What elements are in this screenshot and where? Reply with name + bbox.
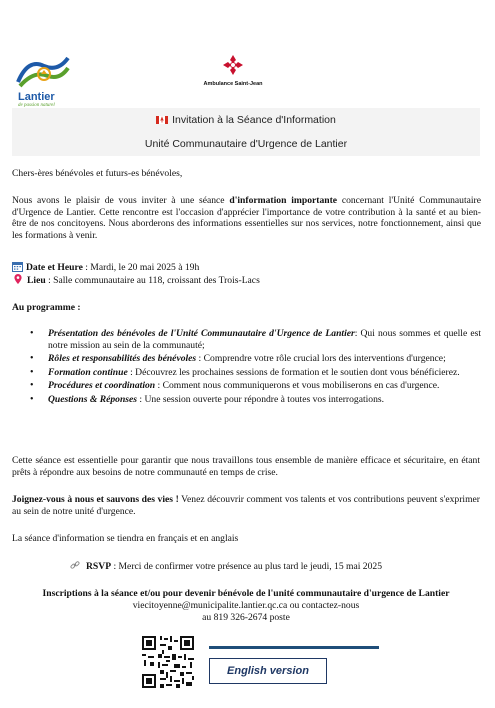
qr-code-icon[interactable] — [140, 634, 196, 690]
flag-icon — [156, 115, 168, 127]
intro-text-bold: d'information importante — [229, 195, 338, 206]
invitation-banner — [12, 108, 480, 156]
contact-heading: Inscriptions à la séance et/ou pour devenir bénévole de l'unité communautaire d'urgence de Lantier — [42, 588, 450, 599]
join-paragraph — [12, 494, 480, 517]
program-item-text: : Comprendre votre rôle crucial lors des interventions d'urgence; — [196, 353, 446, 365]
ambulance-logo-name: Ambulance Saint-Jean — [203, 81, 263, 87]
program-item-title: Présentation des bénévoles de l'Unité Communautaire d'Urgence de Lantier — [48, 328, 355, 339]
location-pin-icon — [14, 274, 22, 288]
program-item-title: Questions & Réponses — [48, 393, 138, 405]
join-bold: Joignez-vous à nous et sauvons des vies ! — [12, 494, 179, 505]
lantier-logo-tagline: de passion naturel — [18, 103, 55, 108]
program-item-text: : Découvrez les prochaines sessions de formation et le soutien dont vous bénéficierez. — [127, 366, 460, 378]
banner-subtitle: Unité Communautaire d'Urgence de Lantier — [144, 138, 348, 150]
program-item — [22, 380, 481, 392]
program-heading: Au programme : — [12, 302, 81, 313]
program-item-text: : Qui nous sommes et quelle est notre mission au sein de la communauté; — [48, 328, 481, 351]
place-value: : Salle communautaire au 118, croissant des Trois-Lacs — [45, 275, 260, 286]
button-accent-bar — [209, 646, 379, 649]
english-version-button[interactable]: English version — [209, 658, 327, 684]
lantier-logo — [14, 52, 72, 106]
program-item — [22, 394, 481, 406]
program-item-title: Rôles et responsabilités des bénévoles — [48, 353, 197, 365]
program-item-text: : Une session ouverte pour répondre à toutes vos interrogations. — [137, 393, 385, 405]
ambulance-logo — [196, 54, 270, 90]
banner-title-row — [12, 114, 480, 127]
date-value: : Mardi, le 20 mai 2025 à 19h — [82, 262, 200, 273]
intro-text-a: Nous avons le plaisir de vous inviter à une séance — [12, 195, 230, 206]
program-list — [22, 328, 481, 408]
program-item-title: Formation continue — [48, 366, 128, 378]
program-item — [22, 367, 481, 379]
date-label: Date et Heure — [26, 262, 83, 273]
program-item — [22, 353, 481, 365]
rsvp-row — [70, 560, 480, 574]
place-label: Lieu — [27, 275, 46, 286]
intro-paragraph — [12, 195, 481, 241]
importance-paragraph: Cette séance est essentielle pour garantir que nous travaillons tous ensemble de manière efficace et sécuritaire, en étant prêts à répondre aux besoins de notre communauté en temps de crise. — [12, 455, 480, 478]
place-row — [14, 274, 482, 288]
contact-email-line[interactable]: viecitoyenne@municipalite.lantier.qc.ca ou contactez-nous — [132, 600, 360, 611]
rsvp-label: RSVP — [86, 561, 112, 572]
program-item — [22, 328, 481, 351]
link-icon — [70, 560, 80, 574]
greeting: Chers-ères bénévoles et futurs-es bénévoles, — [12, 168, 183, 179]
program-item-text: : Comment nous communiquerons et vous mobiliserons en cas d'urgence. — [155, 380, 440, 392]
banner-title: Invitation à la Séance d'Information — [172, 114, 336, 126]
contact-phone-line: au 819 326-2674 poste — [202, 612, 290, 623]
lantier-logo-mark — [14, 52, 72, 90]
intro-text-b: concernant l'Unité Communautaire d'Urgence de Lantier. Cette rencontre est l'occasion d'apprécier l'importance de votre contribution à la santé et au bien-être de nos concitoyens. Nous aborderons des informations essentielles sur nos services, notre fonctionnement, ainsi que les formations à venir. — [12, 195, 482, 241]
rsvp-text: : Merci de confirmer votre présence au plus tard le jeudi, 15 mai 2025 — [111, 561, 382, 572]
language-note: La séance d'information se tiendra en français et en anglais — [12, 533, 239, 544]
program-item-title: Procédures et coordination — [48, 380, 156, 392]
lantier-logo-name: Lantier — [18, 91, 55, 103]
maltese-cross-icon — [222, 54, 244, 76]
join-text: Venez découvrir comment vos talents et vos contributions peuvent s'exprimer au sein de notre unité d'urgence. — [12, 494, 480, 517]
